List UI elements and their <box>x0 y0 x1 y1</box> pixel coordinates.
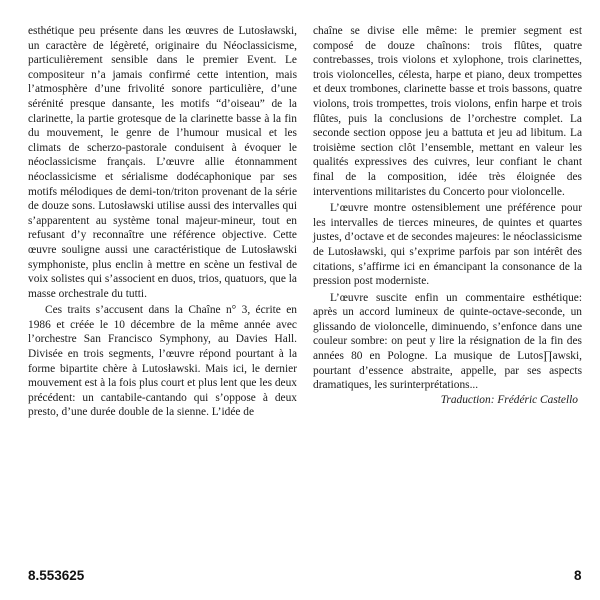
left-paragraph-2: Ces traits s’accusent dans la Chaîne n° 3, écrite en 1986 et créée le 10 décembre de la même année avec l’orchestre San Francisco Symphony, au Davies Hall. Divisée en trois segments, l’œuvre répond pourtant à la forme bipartite chère à Lutosławski. Mais ici, le dernier mouvement est à la fois plus court et plus lent que les deux précédent: un cantabile-cantando qui s’oppose à deux presto, d’une durée double de la sienne. L’idée de <box>28 304 297 419</box>
translation-credit: Traduction: Frédéric Castello <box>440 393 578 406</box>
right-paragraph-3: L’œuvre suscite enfin un commentaire esthétique: après un accord lumineux de quinte-octave-seconde, un glissando de violoncelle, diminuendo, s’enfonce dans une couleur sombre: on peut y lire la résignation de la fin des années 80 en Pologne. La musique de Lutos∏awski, pourtant d’essence abstraite, appelle, par ses aspects dramatiques, les surinterprétations... <box>313 291 582 392</box>
catalog-number: 8.553625 <box>28 568 85 583</box>
left-column <box>28 24 297 420</box>
left-paragraph-1: esthétique peu présente dans les œuvres de Lutosławski, un caractère de légèreté, originaire du Néoclassicisme, particulièrement sensible dans le premier Event. Le compositeur n’a jamais confirmé cette intention, mais l’atmosphère d’une frivolité sonore particulière, d’une sérénité presque dansante, les motifs “d’oiseau” de la clarinette, la partie grotesque de la clarinette basse à la fin du mouvement, le genre de l’humour musical et les climats de scherzo-pastorale conduisent à évoquer le néoclassicisme français. L’œuvre allie étonnamment néoclassicisme et sérialisme dodécaphonique par ses motifs mélodiques de demi-ton/triton provenant de la série de douze sons. Lutosławski utilise aussi des intervalles qui s’apparentent au système tonal majeur-mineur, tout en refusant d’y reconnaître une référence objective. Cette œuvre souligne aussi une caractéristique de Lutosławski symphoniste, plus enclin à mettre en scène un festival de voix solistes qui s’associent en duos, trios, quatuors, que la masse orchestrale du tutti. <box>28 25 297 300</box>
right-column <box>313 24 582 407</box>
right-paragraph-2: L’œuvre montre ostensiblement une préférence pour les intervalles de tierces mineures, de quintes et quartes justes, d’octave et de secondes majeures: le néoclassicisme de Lutosławski, qui s’exprime parfois par son intérêt des citations, s’affirme ici en émancipant la consonance de la pression post moderniste. <box>313 202 582 288</box>
page-number: 8 <box>574 568 582 583</box>
right-paragraph-1: chaîne se divise elle même: le premier segment est composé de douze chaînons: trois flûtes, quatre contrebasses, trois violons et xylophone, trois clarinettes, trois violoncelles, célesta, harpe et piano, deux trompettes et deux trombones, clarinette basse et trois bassons, quatre violons, trois trompettes, trois violons, enfin harpe et trois flûtes, puis la conclusions de l’orchestre complet. La seconde section oppose jeu a battuta et jeu ad libitum. La troisième section clôt l’ensemble, mettant en valeur les qualités expressives des cuivres, leur confiant le chant final de la composition, idée très éloignée des interventions militaristes du Concerto pour violoncelle. <box>313 25 582 198</box>
